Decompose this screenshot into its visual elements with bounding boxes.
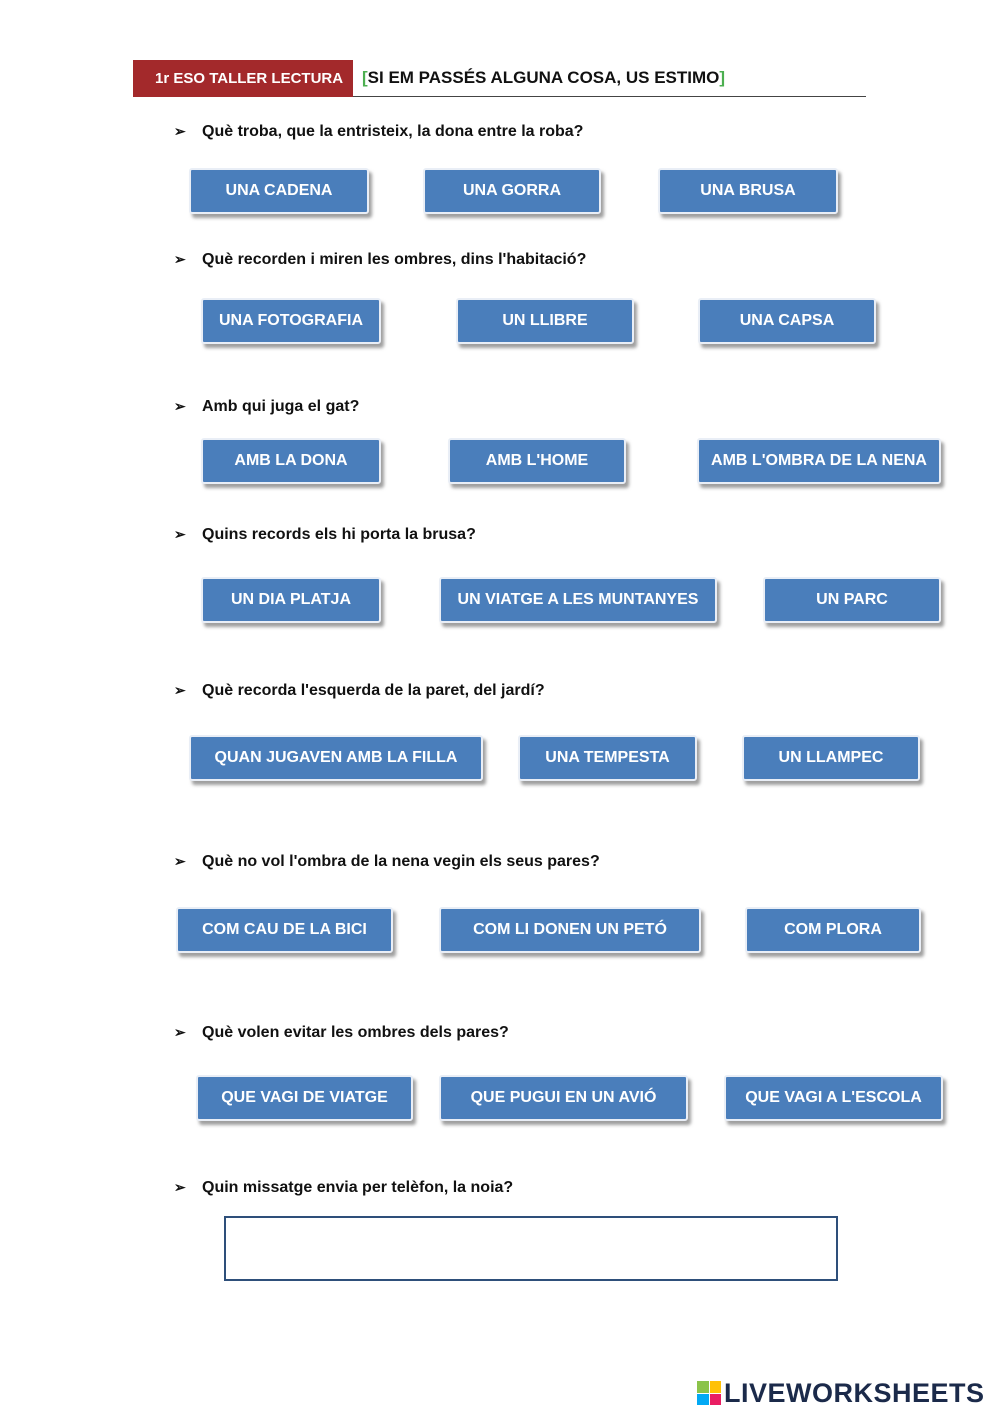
course-badge: 1r ESO TALLER LECTURA [133,60,353,97]
option-button[interactable]: UN LLAMPEC [742,735,920,781]
question-5 [174,678,545,702]
option-button[interactable]: UNA BRUSA [658,168,838,214]
bullet-arrow-icon: ➢ [174,123,186,139]
bullet-arrow-icon: ➢ [174,853,186,869]
option-button[interactable]: UN DIA PLATJA [201,577,381,623]
option-button[interactable]: UN LLIBRE [456,298,634,344]
option-button[interactable]: UNA FOTOGRAFIA [201,298,381,344]
answer-box[interactable] [224,1216,838,1281]
option-button[interactable]: COM LI DONEN UN PETÓ [439,907,701,953]
bullet-arrow-icon: ➢ [174,682,186,698]
bullet-arrow-icon: ➢ [174,1024,186,1040]
question-text: Què recorda l'esquerda de la paret, del jardí? [202,682,545,699]
question-text: Quins records els hi porta la brusa? [202,526,476,543]
option-button[interactable]: QUE VAGI A L'ESCOLA [724,1075,943,1121]
option-button[interactable]: UNA GORRA [423,168,601,214]
option-button[interactable]: UNA CADENA [189,168,369,214]
logo-text: LIVEWORKSHEETS [724,1377,985,1408]
option-button[interactable]: UNA TEMPESTA [518,735,697,781]
bullet-arrow-icon: ➢ [174,251,186,267]
question-8 [174,1175,513,1199]
question-text: Quin missatge envia per telèfon, la noia? [202,1179,514,1196]
question-2 [174,247,586,271]
bullet-arrow-icon: ➢ [174,398,186,414]
bullet-arrow-icon: ➢ [174,526,186,542]
option-button[interactable]: QUE PUGUI EN UN AVIÓ [439,1075,688,1121]
option-button[interactable]: QUAN JUGAVEN AMB LA FILLA [189,735,483,781]
question-1 [174,119,583,143]
option-button[interactable]: COM CAU DE LA BICI [176,907,393,953]
option-button[interactable]: UNA CAPSA [698,298,876,344]
option-button[interactable]: AMB L'HOME [448,438,626,484]
liveworksheets-logo-icon [697,1381,721,1405]
bullet-arrow-icon: ➢ [174,1179,186,1195]
question-4 [174,522,476,546]
question-text: Amb qui juga el gat? [202,398,360,415]
question-3 [174,394,359,418]
option-button[interactable]: UN PARC [763,577,941,623]
question-text: Què recorden i miren les ombres, dins l'habitació? [202,251,587,268]
option-button[interactable]: QUE VAGI DE VIATGE [196,1075,413,1121]
option-button[interactable]: AMB LA DONA [201,438,381,484]
title-bracket-open: [ [362,68,368,87]
worksheet-title [362,64,725,92]
question-text: Què troba, que la entristeix, la dona entre la roba? [202,123,584,140]
question-text: Què no vol l'ombra de la nena vegin els seus pares? [202,853,600,870]
question-6 [174,849,600,873]
liveworksheets-logo [697,1378,985,1408]
question-text: Què volen evitar les ombres dels pares? [202,1024,509,1041]
question-7 [174,1020,509,1044]
option-button[interactable]: UN VIATGE A LES MUNTANYES [439,577,717,623]
title-bracket-close: ] [719,68,726,87]
message-answer-input[interactable] [226,1218,836,1279]
option-button[interactable]: COM PLORA [745,907,921,953]
option-button[interactable]: AMB L'OMBRA DE LA NENA [697,438,941,484]
header-divider [353,96,866,97]
worksheet-title-text: SI EM PASSÉS ALGUNA COSA, US ESTIMO [367,68,720,87]
